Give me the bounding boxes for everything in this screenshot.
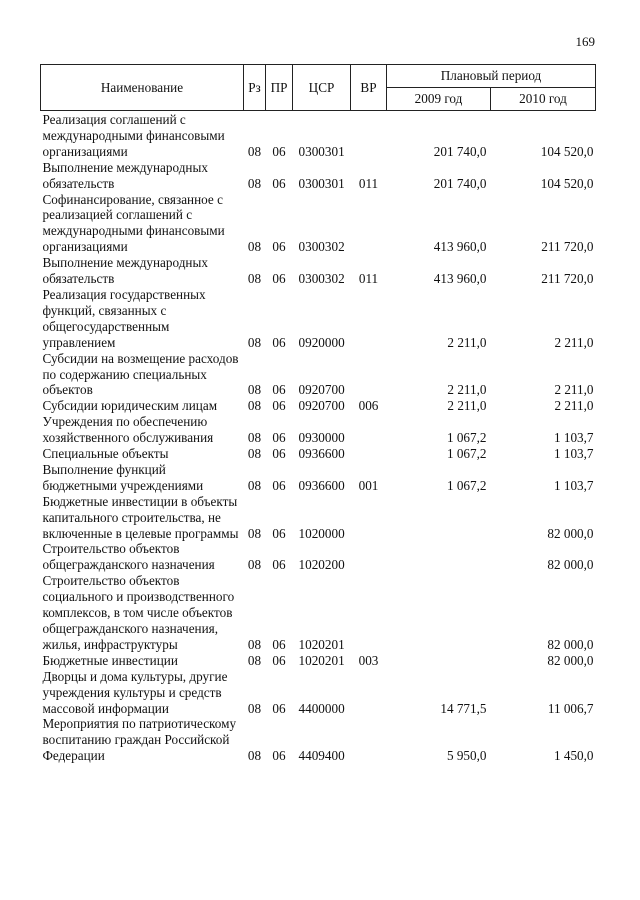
row-2010: 104 520,0 [540, 143, 594, 159]
row-2009 [387, 653, 491, 669]
row-csr: 0300301 [298, 143, 345, 159]
row-rz: 08 [247, 700, 262, 716]
row-csr: 0936600 [298, 477, 345, 493]
row-name: Выполнение функций бюджетными учреждениями [42, 461, 204, 493]
row-csr: 1020201 [298, 652, 345, 668]
row-2009: 1 067,2 [446, 446, 487, 462]
row-csr: 0300301 [298, 175, 345, 191]
row-vr [351, 669, 387, 717]
row-name: Специальные объекты [42, 446, 169, 462]
row-pr: 06 [272, 557, 286, 573]
row-name: Бюджетные инвестиции [42, 652, 178, 668]
header-year-2009: 2009 год [387, 88, 491, 111]
row-2009: 413 960,0 [433, 271, 487, 287]
row-name: Бюджетные инвестиции в объекты капитального строительства, не включенные в целевые программы [42, 493, 239, 541]
row-pr: 06 [272, 239, 286, 255]
table-row [41, 414, 596, 446]
row-vr [351, 287, 387, 351]
header-pr: ПР [266, 65, 293, 111]
row-rz: 08 [247, 652, 262, 668]
header-rz: Рз [244, 65, 266, 111]
row-rz: 08 [247, 382, 262, 398]
row-2010: 82 000,0 [547, 557, 594, 573]
row-vr: 011 [358, 271, 379, 287]
row-2009: 413 960,0 [433, 239, 487, 255]
row-rz: 08 [247, 334, 262, 350]
row-pr: 06 [272, 382, 286, 398]
row-name: Реализация соглашений с международными финансовыми организациями [42, 112, 225, 159]
row-pr: 06 [272, 636, 286, 652]
row-csr: 0930000 [298, 430, 345, 446]
row-vr [351, 414, 387, 446]
row-vr [351, 494, 387, 542]
row-pr: 06 [272, 398, 286, 414]
row-2010: 211 720,0 [541, 271, 594, 287]
row-rz: 08 [247, 175, 262, 191]
row-2009 [387, 573, 491, 653]
row-2009: 14 771,5 [440, 700, 487, 716]
row-name: Субсидии на возмещение расходов по содержанию специальных объектов [42, 350, 239, 398]
row-rz: 08 [247, 271, 262, 287]
row-vr: 003 [358, 652, 379, 668]
row-csr: 0300302 [298, 239, 345, 255]
row-2010: 11 006,7 [547, 700, 594, 716]
row-vr: 011 [358, 175, 379, 191]
row-pr: 06 [272, 748, 286, 764]
table-body [41, 111, 596, 765]
table-row [41, 462, 596, 494]
row-2009: 201 740,0 [433, 143, 487, 159]
row-pr: 06 [272, 700, 286, 716]
row-rz: 08 [247, 143, 262, 159]
row-pr: 06 [272, 525, 286, 541]
row-csr: 1020200 [298, 557, 345, 573]
row-name: Софинансирование, связанное с реализацией соглашений с международными финансовыми организациями [42, 191, 225, 255]
row-pr: 06 [272, 446, 286, 462]
row-vr [351, 716, 387, 764]
row-2009: 1 067,2 [446, 477, 487, 493]
row-2010: 211 720,0 [541, 239, 594, 255]
table-row [41, 192, 596, 256]
row-2010: 82 000,0 [547, 636, 594, 652]
table-header [41, 65, 596, 111]
row-vr [351, 573, 387, 653]
table-row [41, 255, 596, 287]
table-row [41, 287, 596, 351]
row-2009: 2 211,0 [447, 398, 487, 414]
page-number: 169 [575, 34, 595, 49]
row-rz: 08 [247, 525, 262, 541]
row-pr: 06 [272, 143, 286, 159]
row-csr: 0920700 [298, 398, 345, 414]
table-row [41, 541, 596, 573]
row-rz: 08 [247, 477, 262, 493]
row-vr [351, 351, 387, 399]
row-2010: 1 103,7 [553, 430, 594, 446]
row-2010: 2 211,0 [554, 398, 594, 414]
row-vr [351, 541, 387, 573]
header-vr: ВР [351, 65, 387, 111]
row-vr: 006 [358, 398, 379, 414]
row-csr: 1020201 [298, 636, 345, 652]
row-2009: 1 067,2 [446, 430, 487, 446]
table-row [41, 111, 596, 160]
row-2009: 2 211,0 [447, 334, 487, 350]
row-pr: 06 [272, 175, 286, 191]
row-2009 [387, 494, 491, 542]
row-2009: 201 740,0 [433, 175, 487, 191]
row-name: Учреждения по обеспечению хозяйственного обслуживания [42, 414, 214, 446]
row-name: Строительство объектов социального и производственного комплексов, в том числе объектов общегражданского назначения, жилья, инфраструктуры [42, 573, 235, 652]
row-vr [351, 446, 387, 462]
row-name: Субсидии юридическим лицам [42, 398, 218, 414]
row-rz: 08 [247, 430, 262, 446]
table-row [41, 494, 596, 542]
row-2009: 2 211,0 [447, 382, 487, 398]
row-2010: 1 103,7 [553, 477, 594, 493]
row-pr: 06 [272, 477, 286, 493]
row-name: Реализация государственных функций, связанных с общегосударственным управлением [42, 286, 206, 350]
row-name: Мероприятия по патриотическому воспитанию граждан Российской Федерации [42, 716, 237, 764]
row-2010: 82 000,0 [547, 652, 594, 668]
row-rz: 08 [247, 239, 262, 255]
row-csr: 0300302 [298, 271, 345, 287]
table-row [41, 716, 596, 764]
row-rz: 08 [247, 557, 262, 573]
row-2010: 1 103,7 [553, 446, 594, 462]
header-planned-period: Плановый период [387, 65, 596, 88]
row-csr: 1020000 [298, 525, 345, 541]
header-year-2010: 2010 год [491, 88, 596, 111]
row-2010: 104 520,0 [540, 175, 594, 191]
row-2010: 82 000,0 [547, 525, 594, 541]
row-vr [351, 192, 387, 256]
row-rz: 08 [247, 636, 262, 652]
header-csr: ЦСР [293, 65, 351, 111]
row-csr: 4409400 [298, 748, 345, 764]
row-csr: 4400000 [298, 700, 345, 716]
row-pr: 06 [272, 334, 286, 350]
row-pr: 06 [272, 271, 286, 287]
row-name: Дворцы и дома культуры, другие учреждения культуры и средств массовой информации [42, 668, 228, 716]
row-csr: 0920000 [298, 334, 345, 350]
table-row [41, 573, 596, 653]
row-2010: 2 211,0 [554, 382, 594, 398]
row-pr: 06 [272, 652, 286, 668]
row-2009 [387, 541, 491, 573]
table-row [41, 398, 596, 414]
row-vr: 001 [358, 477, 379, 493]
row-name: Выполнение международных обязательств [42, 255, 208, 287]
row-rz: 08 [247, 446, 262, 462]
table-row [41, 351, 596, 399]
table-row [41, 446, 596, 462]
row-csr: 0936600 [298, 446, 345, 462]
row-rz: 08 [247, 398, 262, 414]
header-name: Наименование [41, 65, 244, 111]
row-name: Выполнение международных обязательств [42, 159, 208, 191]
row-name: Строительство объектов общегражданского назначения [42, 541, 215, 573]
row-2009: 5 950,0 [446, 748, 487, 764]
row-pr: 06 [272, 430, 286, 446]
row-csr: 0920700 [298, 382, 345, 398]
table-row [41, 160, 596, 192]
row-2010: 1 450,0 [553, 748, 594, 764]
table-row [41, 669, 596, 717]
budget-table [40, 64, 596, 764]
table-row [41, 653, 596, 669]
row-vr [351, 111, 387, 160]
row-2010: 2 211,0 [554, 334, 594, 350]
row-rz: 08 [247, 748, 262, 764]
